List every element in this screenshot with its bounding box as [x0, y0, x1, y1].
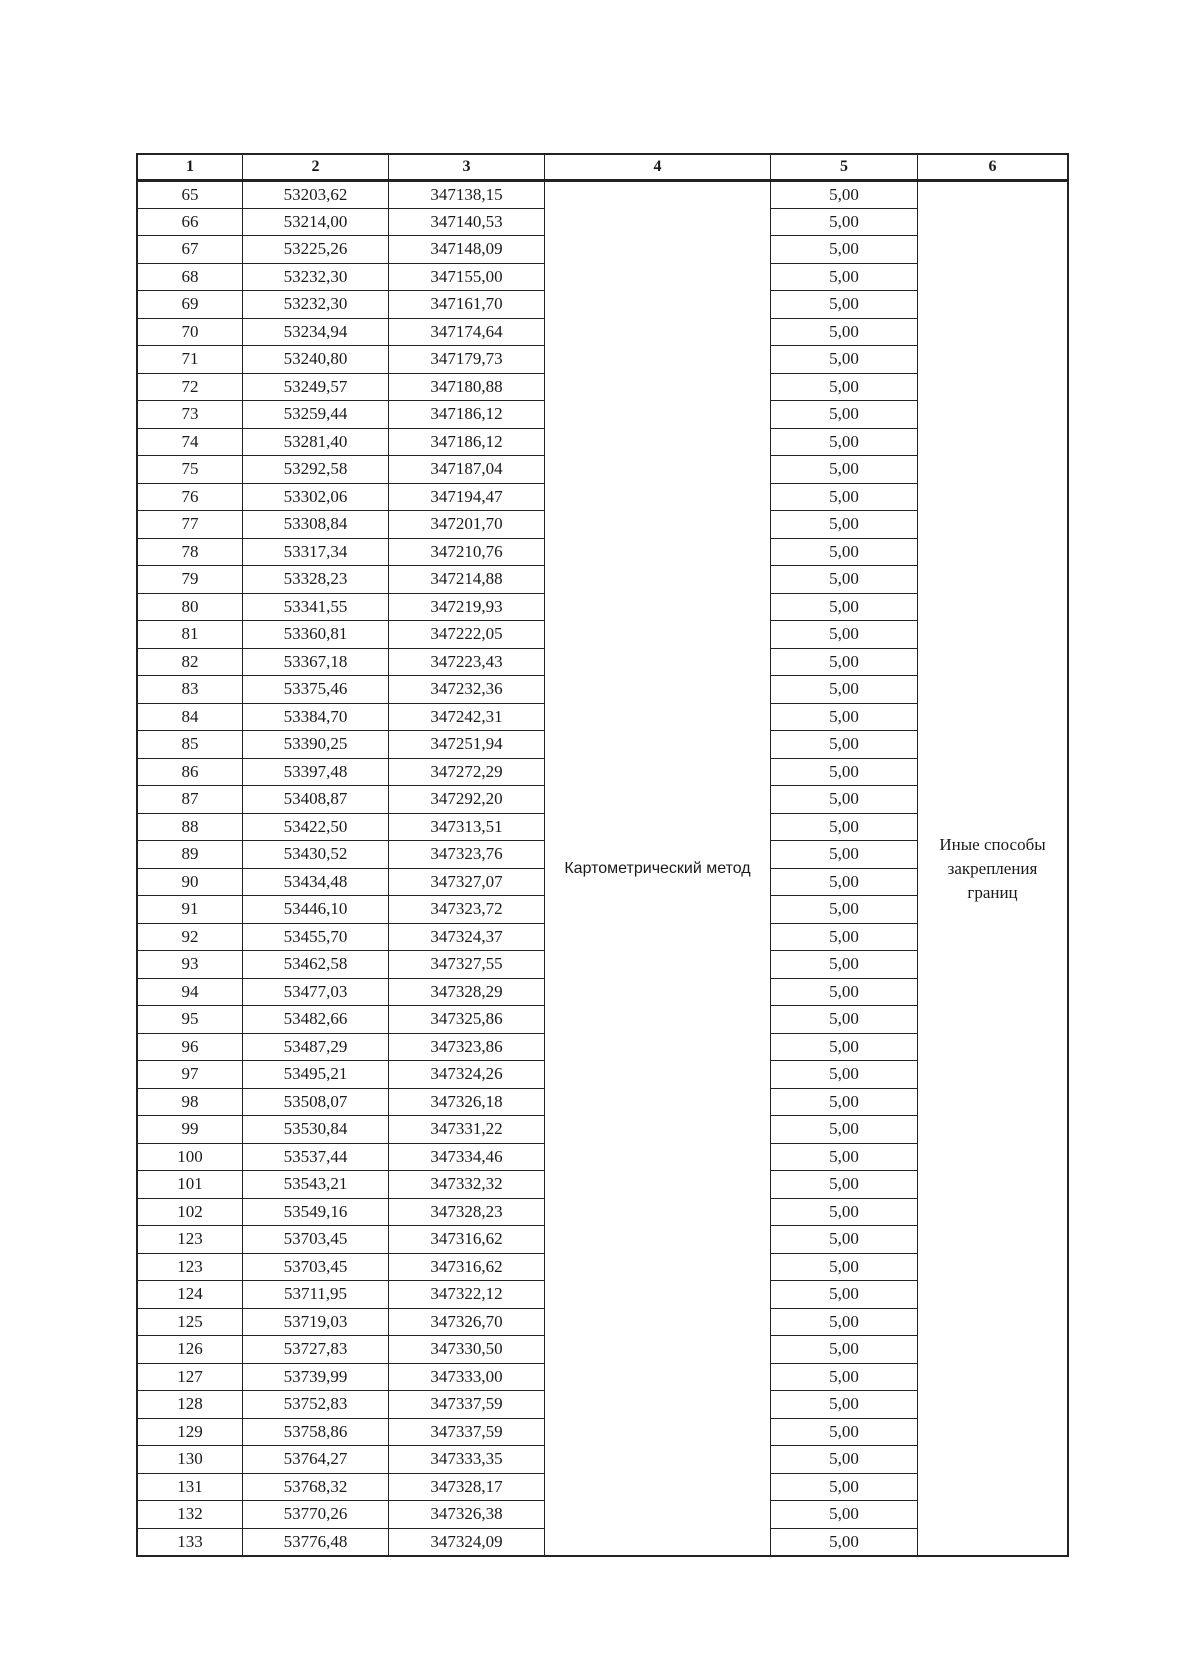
accuracy-cell: 5,00 — [771, 1198, 918, 1226]
x-coordinate-cell: 53764,27 — [243, 1446, 389, 1474]
point-number-cell: 87 — [138, 786, 243, 814]
point-number-cell: 90 — [138, 868, 243, 896]
point-number-cell: 80 — [138, 593, 243, 621]
x-coordinate-cell: 53203,62 — [243, 181, 389, 209]
accuracy-cell: 5,00 — [771, 813, 918, 841]
accuracy-cell: 5,00 — [771, 978, 918, 1006]
x-coordinate-cell: 53739,99 — [243, 1363, 389, 1391]
accuracy-cell: 5,00 — [771, 318, 918, 346]
point-number-cell: 99 — [138, 1116, 243, 1144]
point-number-cell: 98 — [138, 1088, 243, 1116]
header-cell-fixing: 6 — [918, 155, 1068, 181]
x-coordinate-cell: 53768,32 — [243, 1473, 389, 1501]
header-cell-y-coordinate: 3 — [389, 155, 545, 181]
accuracy-cell: 5,00 — [771, 1281, 918, 1309]
y-coordinate-cell: 347251,94 — [389, 731, 545, 759]
y-coordinate-cell: 347328,23 — [389, 1198, 545, 1226]
accuracy-cell: 5,00 — [771, 346, 918, 374]
point-number-cell: 97 — [138, 1061, 243, 1089]
y-coordinate-cell: 347161,70 — [389, 291, 545, 319]
y-coordinate-cell: 347174,64 — [389, 318, 545, 346]
accuracy-cell: 5,00 — [771, 1528, 918, 1556]
x-coordinate-cell: 53455,70 — [243, 923, 389, 951]
y-coordinate-cell: 347201,70 — [389, 511, 545, 539]
point-number-cell: 76 — [138, 483, 243, 511]
y-coordinate-cell: 347272,29 — [389, 758, 545, 786]
y-coordinate-cell: 347337,59 — [389, 1418, 545, 1446]
point-number-cell: 130 — [138, 1446, 243, 1474]
point-number-cell: 69 — [138, 291, 243, 319]
accuracy-cell: 5,00 — [771, 1006, 918, 1034]
point-number-cell: 125 — [138, 1308, 243, 1336]
y-coordinate-cell: 347194,47 — [389, 483, 545, 511]
point-number-cell: 79 — [138, 566, 243, 594]
point-number-cell: 127 — [138, 1363, 243, 1391]
point-number-cell: 70 — [138, 318, 243, 346]
x-coordinate-cell: 53317,34 — [243, 538, 389, 566]
accuracy-cell: 5,00 — [771, 703, 918, 731]
x-coordinate-cell: 53397,48 — [243, 758, 389, 786]
accuracy-cell: 5,00 — [771, 621, 918, 649]
accuracy-cell: 5,00 — [771, 676, 918, 704]
point-number-cell: 100 — [138, 1143, 243, 1171]
x-coordinate-cell: 53249,57 — [243, 373, 389, 401]
x-coordinate-cell: 53384,70 — [243, 703, 389, 731]
x-coordinate-cell: 53530,84 — [243, 1116, 389, 1144]
y-coordinate-cell: 347187,04 — [389, 456, 545, 484]
x-coordinate-cell: 53234,94 — [243, 318, 389, 346]
point-number-cell: 71 — [138, 346, 243, 374]
accuracy-cell: 5,00 — [771, 263, 918, 291]
y-coordinate-cell: 347214,88 — [389, 566, 545, 594]
header-cell-method: 4 — [545, 155, 771, 181]
x-coordinate-cell: 53434,48 — [243, 868, 389, 896]
y-coordinate-cell: 347242,31 — [389, 703, 545, 731]
point-number-cell: 124 — [138, 1281, 243, 1309]
accuracy-cell: 5,00 — [771, 1363, 918, 1391]
y-coordinate-cell: 347324,37 — [389, 923, 545, 951]
y-coordinate-cell: 347223,43 — [389, 648, 545, 676]
y-coordinate-cell: 347327,55 — [389, 951, 545, 979]
boundary-points-table — [137, 154, 1068, 1556]
y-coordinate-cell: 347330,50 — [389, 1336, 545, 1364]
accuracy-cell: 5,00 — [771, 841, 918, 869]
x-coordinate-cell: 53508,07 — [243, 1088, 389, 1116]
x-coordinate-cell: 53719,03 — [243, 1308, 389, 1336]
accuracy-cell: 5,00 — [771, 1116, 918, 1144]
x-coordinate-cell: 53302,06 — [243, 483, 389, 511]
y-coordinate-cell: 347328,29 — [389, 978, 545, 1006]
accuracy-cell: 5,00 — [771, 1473, 918, 1501]
y-coordinate-cell: 347138,15 — [389, 181, 545, 209]
point-number-cell: 68 — [138, 263, 243, 291]
x-coordinate-cell: 53543,21 — [243, 1171, 389, 1199]
accuracy-cell: 5,00 — [771, 1308, 918, 1336]
accuracy-cell: 5,00 — [771, 291, 918, 319]
accuracy-cell: 5,00 — [771, 1033, 918, 1061]
point-number-cell: 75 — [138, 456, 243, 484]
accuracy-cell: 5,00 — [771, 1391, 918, 1419]
x-coordinate-cell: 53259,44 — [243, 401, 389, 429]
point-number-cell: 132 — [138, 1501, 243, 1529]
point-number-cell: 83 — [138, 676, 243, 704]
point-number-cell: 82 — [138, 648, 243, 676]
x-coordinate-cell: 53482,66 — [243, 1006, 389, 1034]
accuracy-cell: 5,00 — [771, 923, 918, 951]
y-coordinate-cell: 347323,86 — [389, 1033, 545, 1061]
fixing-method-line: границ — [967, 882, 1018, 902]
point-number-cell: 128 — [138, 1391, 243, 1419]
accuracy-cell: 5,00 — [771, 1088, 918, 1116]
x-coordinate-cell: 53390,25 — [243, 731, 389, 759]
point-number-cell: 74 — [138, 428, 243, 456]
point-number-cell: 95 — [138, 1006, 243, 1034]
x-coordinate-cell: 53292,58 — [243, 456, 389, 484]
y-coordinate-cell: 347313,51 — [389, 813, 545, 841]
accuracy-cell: 5,00 — [771, 1446, 918, 1474]
point-number-cell: 81 — [138, 621, 243, 649]
x-coordinate-cell: 53495,21 — [243, 1061, 389, 1089]
point-number-cell: 72 — [138, 373, 243, 401]
x-coordinate-cell: 53375,46 — [243, 676, 389, 704]
point-number-cell: 91 — [138, 896, 243, 924]
x-coordinate-cell: 53487,29 — [243, 1033, 389, 1061]
point-number-cell: 94 — [138, 978, 243, 1006]
y-coordinate-cell: 347219,93 — [389, 593, 545, 621]
y-coordinate-cell: 347316,62 — [389, 1253, 545, 1281]
x-coordinate-cell: 53328,23 — [243, 566, 389, 594]
header-cell-x-coordinate: 2 — [243, 155, 389, 181]
table-row — [138, 181, 1068, 209]
accuracy-cell: 5,00 — [771, 538, 918, 566]
accuracy-cell: 5,00 — [771, 593, 918, 621]
x-coordinate-cell: 53408,87 — [243, 786, 389, 814]
x-coordinate-cell: 53446,10 — [243, 896, 389, 924]
accuracy-cell: 5,00 — [771, 1226, 918, 1254]
accuracy-cell: 5,00 — [771, 181, 918, 209]
header-cell-accuracy: 5 — [771, 155, 918, 181]
point-number-cell: 85 — [138, 731, 243, 759]
point-number-cell: 93 — [138, 951, 243, 979]
y-coordinate-cell: 347333,00 — [389, 1363, 545, 1391]
x-coordinate-cell: 53214,00 — [243, 208, 389, 236]
x-coordinate-cell: 53308,84 — [243, 511, 389, 539]
x-coordinate-cell: 53360,81 — [243, 621, 389, 649]
fixing-method-cell — [918, 181, 1068, 1556]
accuracy-cell: 5,00 — [771, 758, 918, 786]
x-coordinate-cell: 53240,80 — [243, 346, 389, 374]
x-coordinate-cell: 53462,58 — [243, 951, 389, 979]
accuracy-cell: 5,00 — [771, 951, 918, 979]
x-coordinate-cell: 53430,52 — [243, 841, 389, 869]
x-coordinate-cell: 53752,83 — [243, 1391, 389, 1419]
point-number-cell: 78 — [138, 538, 243, 566]
y-coordinate-cell: 347148,09 — [389, 236, 545, 264]
x-coordinate-cell: 53232,30 — [243, 263, 389, 291]
method-cell: Картометрический метод — [545, 181, 771, 1556]
y-coordinate-cell: 347232,36 — [389, 676, 545, 704]
accuracy-cell: 5,00 — [771, 483, 918, 511]
point-number-cell: 123 — [138, 1253, 243, 1281]
accuracy-cell: 5,00 — [771, 1253, 918, 1281]
x-coordinate-cell: 53232,30 — [243, 291, 389, 319]
y-coordinate-cell: 347210,76 — [389, 538, 545, 566]
y-coordinate-cell: 347326,18 — [389, 1088, 545, 1116]
y-coordinate-cell: 347333,35 — [389, 1446, 545, 1474]
y-coordinate-cell: 347155,00 — [389, 263, 545, 291]
y-coordinate-cell: 347331,22 — [389, 1116, 545, 1144]
accuracy-cell: 5,00 — [771, 373, 918, 401]
x-coordinate-cell: 53225,26 — [243, 236, 389, 264]
accuracy-cell: 5,00 — [771, 236, 918, 264]
x-coordinate-cell: 53422,50 — [243, 813, 389, 841]
y-coordinate-cell: 347292,20 — [389, 786, 545, 814]
point-number-cell: 131 — [138, 1473, 243, 1501]
accuracy-cell: 5,00 — [771, 731, 918, 759]
point-number-cell: 89 — [138, 841, 243, 869]
y-coordinate-cell: 347186,12 — [389, 401, 545, 429]
point-number-cell: 126 — [138, 1336, 243, 1364]
accuracy-cell: 5,00 — [771, 1336, 918, 1364]
accuracy-cell: 5,00 — [771, 401, 918, 429]
accuracy-cell: 5,00 — [771, 456, 918, 484]
point-number-cell: 88 — [138, 813, 243, 841]
y-coordinate-cell: 347332,32 — [389, 1171, 545, 1199]
x-coordinate-cell: 53367,18 — [243, 648, 389, 676]
point-number-cell: 129 — [138, 1418, 243, 1446]
y-coordinate-cell: 347326,70 — [389, 1308, 545, 1336]
y-coordinate-cell: 347222,05 — [389, 621, 545, 649]
point-number-cell: 92 — [138, 923, 243, 951]
y-coordinate-cell: 347328,17 — [389, 1473, 545, 1501]
x-coordinate-cell: 53703,45 — [243, 1226, 389, 1254]
table-body — [138, 181, 1068, 1556]
point-number-cell: 101 — [138, 1171, 243, 1199]
accuracy-cell: 5,00 — [771, 786, 918, 814]
fixing-method-line: Иные способы — [939, 834, 1046, 854]
y-coordinate-cell: 347316,62 — [389, 1226, 545, 1254]
point-number-cell: 123 — [138, 1226, 243, 1254]
accuracy-cell: 5,00 — [771, 1061, 918, 1089]
point-number-cell: 67 — [138, 236, 243, 264]
fixing-method-line: закрепления — [947, 858, 1038, 878]
x-coordinate-cell: 53727,83 — [243, 1336, 389, 1364]
y-coordinate-cell: 347326,38 — [389, 1501, 545, 1529]
accuracy-cell: 5,00 — [771, 511, 918, 539]
point-number-cell: 73 — [138, 401, 243, 429]
x-coordinate-cell: 53776,48 — [243, 1528, 389, 1556]
accuracy-cell: 5,00 — [771, 1418, 918, 1446]
x-coordinate-cell: 53711,95 — [243, 1281, 389, 1309]
point-number-cell: 66 — [138, 208, 243, 236]
accuracy-cell: 5,00 — [771, 648, 918, 676]
point-number-cell: 84 — [138, 703, 243, 731]
point-number-cell: 133 — [138, 1528, 243, 1556]
y-coordinate-cell: 347179,73 — [389, 346, 545, 374]
y-coordinate-cell: 347180,88 — [389, 373, 545, 401]
y-coordinate-cell: 347323,72 — [389, 896, 545, 924]
point-number-cell: 96 — [138, 1033, 243, 1061]
x-coordinate-cell: 53341,55 — [243, 593, 389, 621]
y-coordinate-cell: 347337,59 — [389, 1391, 545, 1419]
accuracy-cell: 5,00 — [771, 208, 918, 236]
x-coordinate-cell: 53537,44 — [243, 1143, 389, 1171]
accuracy-cell: 5,00 — [771, 868, 918, 896]
y-coordinate-cell: 347324,09 — [389, 1528, 545, 1556]
y-coordinate-cell: 347186,12 — [389, 428, 545, 456]
point-number-cell: 102 — [138, 1198, 243, 1226]
x-coordinate-cell: 53703,45 — [243, 1253, 389, 1281]
accuracy-cell: 5,00 — [771, 896, 918, 924]
x-coordinate-cell: 53281,40 — [243, 428, 389, 456]
y-coordinate-cell: 347325,86 — [389, 1006, 545, 1034]
x-coordinate-cell: 53758,86 — [243, 1418, 389, 1446]
x-coordinate-cell: 53549,16 — [243, 1198, 389, 1226]
point-number-cell: 86 — [138, 758, 243, 786]
y-coordinate-cell: 347324,26 — [389, 1061, 545, 1089]
accuracy-cell: 5,00 — [771, 428, 918, 456]
y-coordinate-cell: 347327,07 — [389, 868, 545, 896]
header-row — [138, 155, 1068, 181]
header-cell-point-number: 1 — [138, 155, 243, 181]
accuracy-cell: 5,00 — [771, 1171, 918, 1199]
point-number-cell: 65 — [138, 181, 243, 209]
accuracy-cell: 5,00 — [771, 1501, 918, 1529]
y-coordinate-cell: 347323,76 — [389, 841, 545, 869]
point-number-cell: 77 — [138, 511, 243, 539]
accuracy-cell: 5,00 — [771, 566, 918, 594]
x-coordinate-cell: 53770,26 — [243, 1501, 389, 1529]
y-coordinate-cell: 347322,12 — [389, 1281, 545, 1309]
y-coordinate-cell: 347334,46 — [389, 1143, 545, 1171]
y-coordinate-cell: 347140,53 — [389, 208, 545, 236]
x-coordinate-cell: 53477,03 — [243, 978, 389, 1006]
accuracy-cell: 5,00 — [771, 1143, 918, 1171]
